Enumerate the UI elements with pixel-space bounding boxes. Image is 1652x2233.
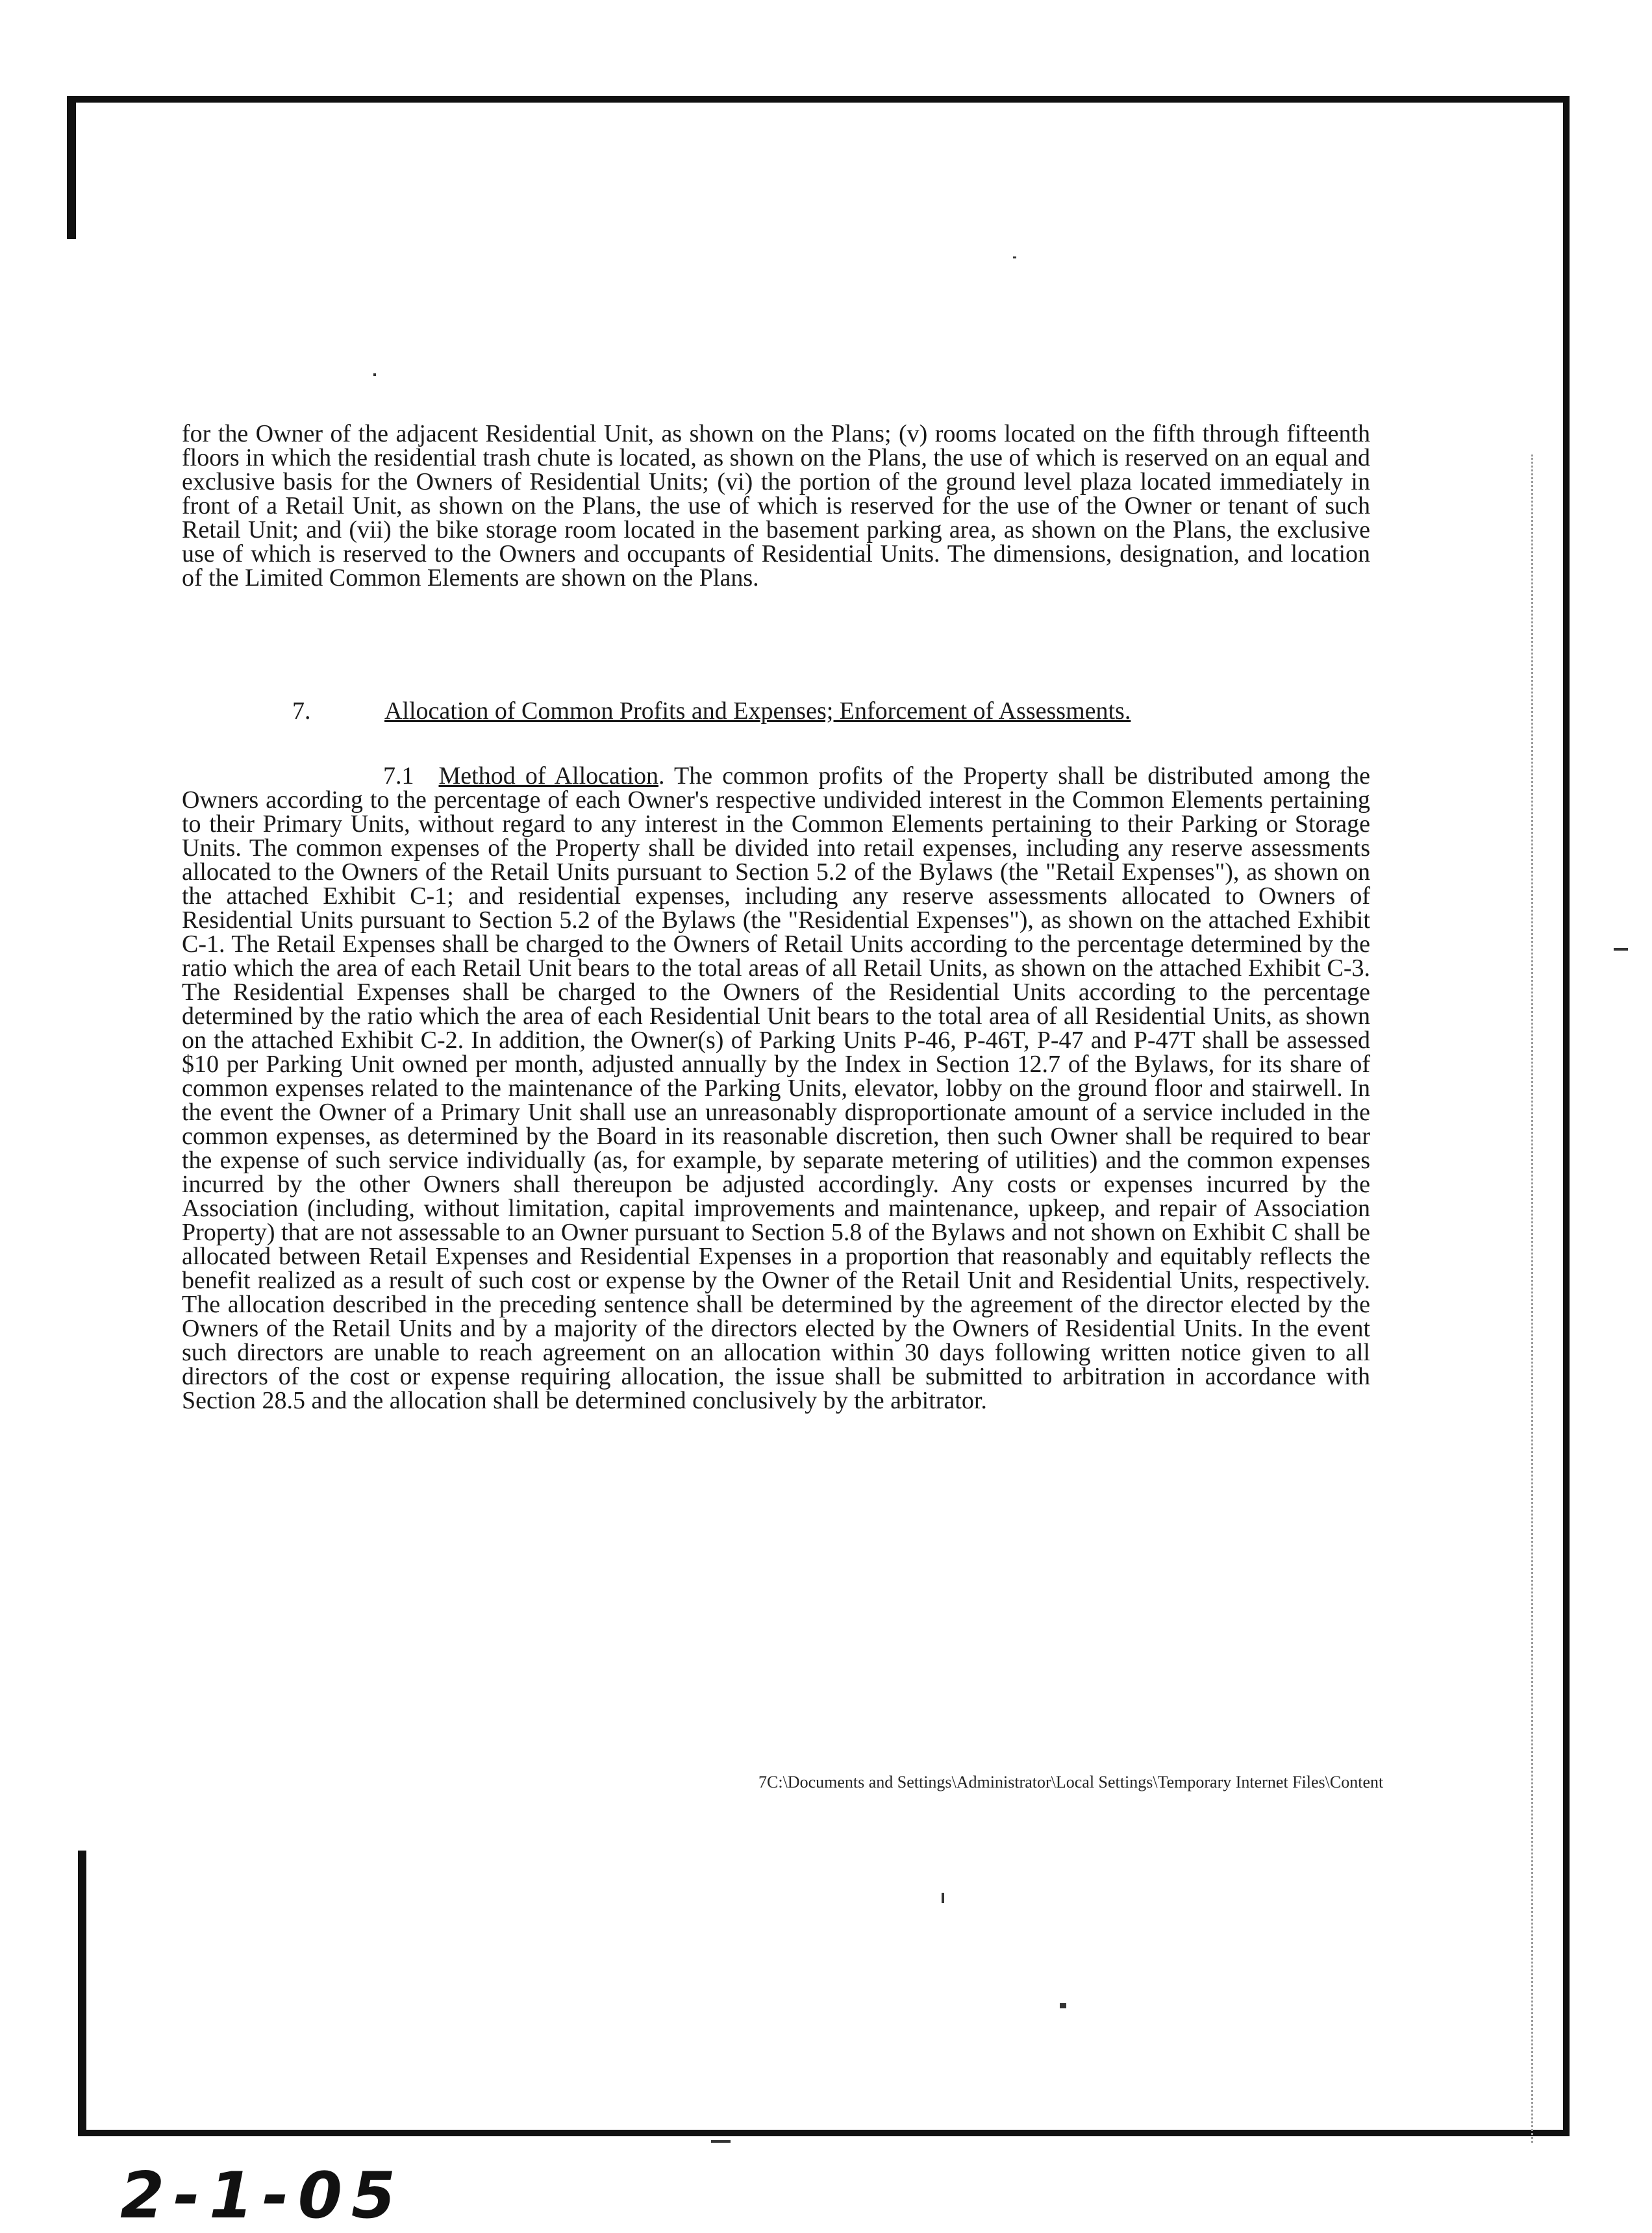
frame-left-border-lower <box>78 1851 86 2136</box>
subsection-number: 7.1 <box>383 762 414 790</box>
handwritten-date: 2-1-05 <box>120 2159 405 2233</box>
footer-file-path: 7C:\Documents and Settings\Administrator\Local Settings\Temporary Internet Files\Content <box>758 1773 1384 1791</box>
subsection-7-1-paragraph <box>182 764 1370 1413</box>
section-number: 7. <box>292 697 311 725</box>
frame-right-border <box>1563 96 1570 2130</box>
section-title: Allocation of Common Profits and Expenses; Enforcement of Assessments. <box>384 697 1131 725</box>
frame-top-border <box>68 96 1567 103</box>
subsection-title: Method of Allocation <box>438 762 659 790</box>
frame-left-border-upper <box>67 96 76 239</box>
section-7-heading <box>292 698 1131 724</box>
subsection-body: . The common profits of the Property shall be distributed among the Owners according to the percentage of each Owner's respective undivided interest in the Common Elements pertaining to their Primary Units, without regard to any interest in the Common Elements pertaining to their Parking or Storage Units. The common expenses of the Property shall be divided into retail expenses, including any reserve assessments allocated to the Owners of the Retail Units pursuant to Section 5.2 of the Bylaws (the "Retail Expenses"), as shown on the attached Exhibit C-1; and residential expenses, including any reserve assessments allocated to Owners of Residential Units pursuant to Section 5.2 of the Bylaws (the "Residential Expenses"), as shown on the attached Exhibit C-1. The Retail Expenses shall be charged to the Owners of Retail Units according to the percentage determined by the ratio which the area of each Retail Unit bears to the total areas of all Retail Units, as shown on the attached Exhibit C-3. The Residential Expenses shall be charged to the Owners of the Residential Units according to the percentage determined by the ratio which the area of each Residential Unit bears to the total area of all Residential Units, as shown on the attached Exhibit C-2. In addition, the Owner(s) of Parking Units P-46, P-46T, P-47 and P-47T shall be assessed $10 per Parking Unit owned per month, adjusted annually by the Index in Section 12.7 of the Bylaws, for its share of common expenses related to the maintenance of the Parking Units, elevator, lobby on the ground floor and stairwell. In the event the Owner of a Primary Unit shall use an unreasonably disproportionate amount of a service included in the common expenses, as determined by the Board in its reasonable discretion, then such Owner shall be required to bear the expense of such service individually (as, for example, by separate metering of utilities) and the common expenses incurred by the other Owners shall thereupon be adjusted accordingly. Any costs or expenses incurred by the Association (including, without limitation, capital improvements and maintenance, upkeep, and repair of Association Property) that are not assessable to an Owner pursuant to Section 5.8 of the Bylaws and not shown on Exhibit C shall be allocated between Retail Expenses and Residential Expenses in a proportion that reasonably and equitably reflects the benefit realized as a result of such cost or expense by the Owner of the Retail Unit and Residential Units, respectively. The allocation described in the preceding sentence shall be determined by the agreement of the director elected by the Owners of the Retail Units and by a majority of the directors elected by the Owners of Residential Units. In the event such directors are unable to reach agreement on an allocation within 30 days following written notice given to all directors of the cost or expense requiring allocation, the issue shall be submitted to arbitration in accordance with Section 28.5 and the allocation shall be determined conclusively by the arbitrator. <box>182 762 1370 1414</box>
paragraph-limited-common-elements: for the Owner of the adjacent Residential Unit, as shown on the Plans; (v) rooms located on the fifth through fifteenth floors in which the residential trash chute is located, as shown on the Plans, the use of which is reserved on an equal and exclusive basis for the Owners of Residential Units; (vi) the portion of the ground level plaza located immediately in front of a Retail Unit, as shown on the Plans, the use of which is reserved for the use of the Owner or tenant of such Retail Unit; and (vii) the bike storage room located in the basement parking area, as shown on the Plans, the exclusive use of which is reserved to the Owners and occupants of Residential Units. The dimensions, designation, and location of the Limited Common Elements are shown on the Plans. <box>182 420 1370 592</box>
scan-edge-dots <box>1531 455 1533 2143</box>
frame-bottom-border <box>81 2130 1570 2136</box>
